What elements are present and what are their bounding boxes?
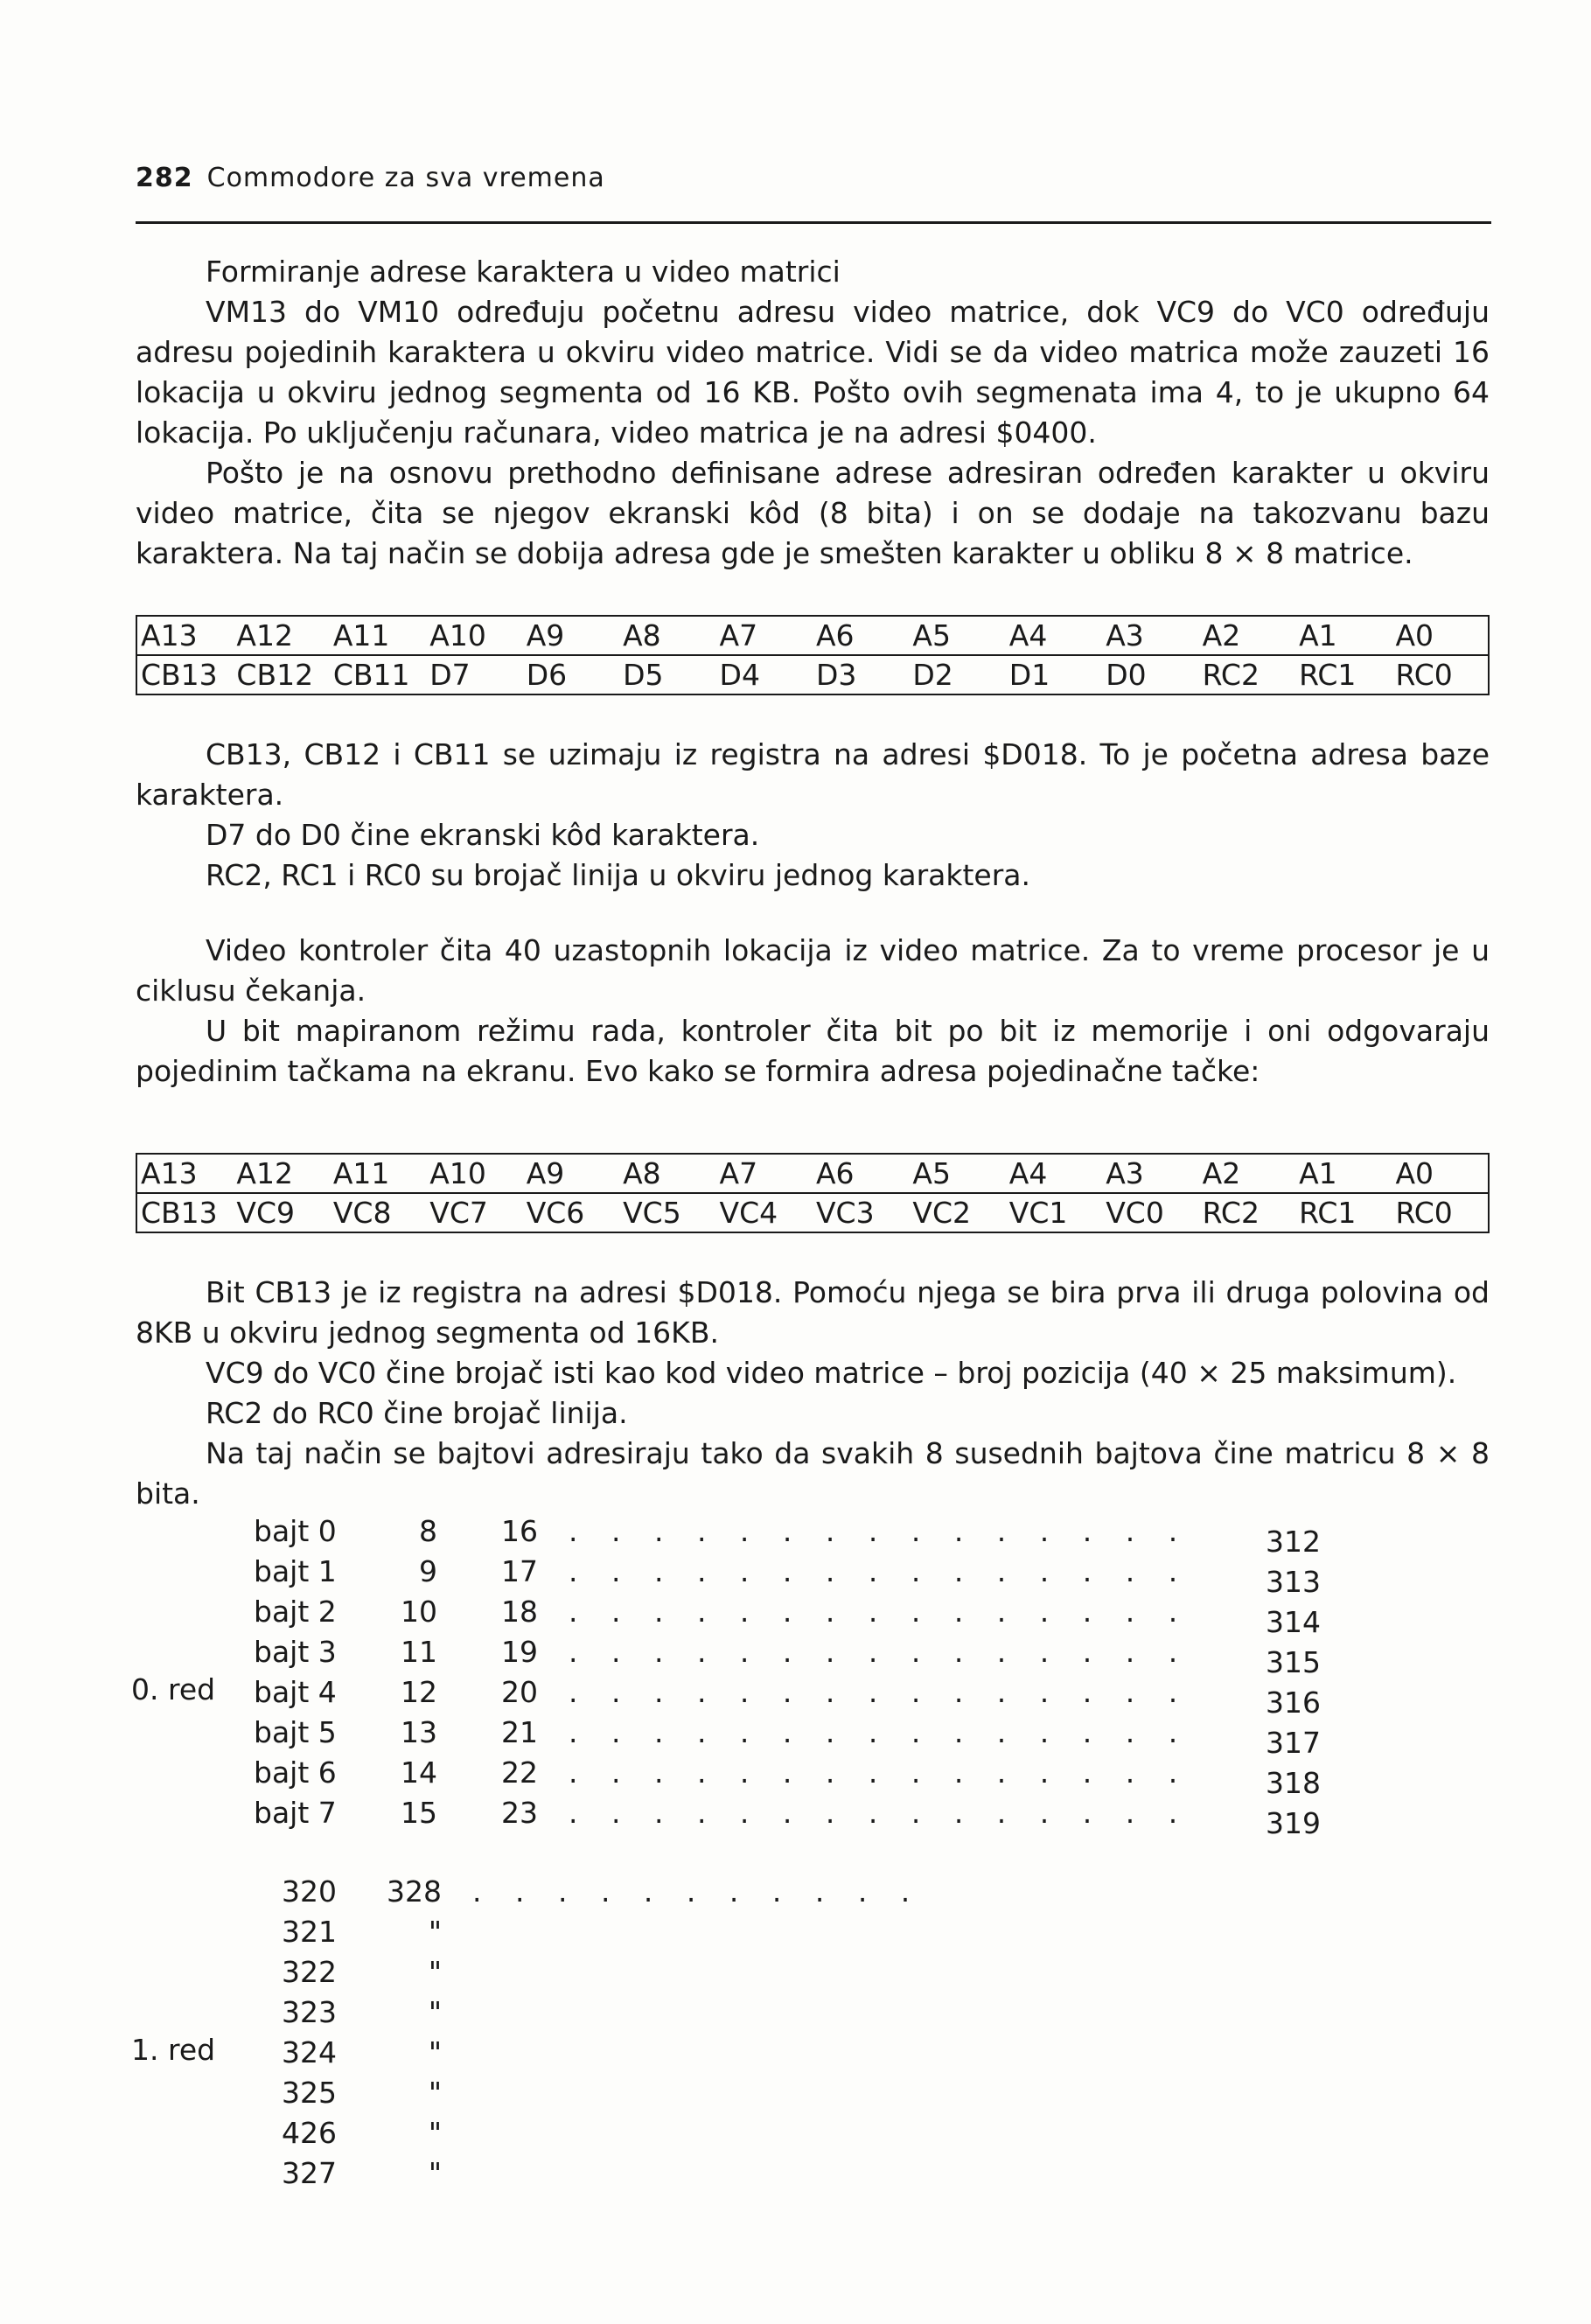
table-cell: VC1 bbox=[1006, 1193, 1102, 1232]
table-cell: A6 bbox=[813, 616, 909, 655]
table-cell: A2 bbox=[1199, 1154, 1295, 1193]
table-cell: VC4 bbox=[716, 1193, 813, 1232]
list-item bbox=[0, 2113, 962, 2153]
table-cell: D2 bbox=[909, 655, 1005, 694]
table-cell: RC2 bbox=[1199, 655, 1295, 694]
paragraph: VC9 do VC0 čine brojač isti kao kod video matrice – broj pozicija (40 × 25 maksimum). bbox=[206, 1356, 1457, 1390]
table-cell: A12 bbox=[233, 616, 329, 655]
byte-index: 8 bbox=[419, 1514, 437, 1548]
byte-index: " bbox=[428, 2116, 442, 2150]
paragraph: RC2, RC1 i RC0 su brojač linija u okviru jednog karaktera. bbox=[206, 858, 1030, 892]
byte-index: 328 bbox=[387, 1874, 442, 1909]
paragraph: Na taj način se bajtovi adresiraju tako da svakih 8 susednih bajtova čine matricu 8 × 8 bita. bbox=[136, 1436, 1490, 1511]
paragraph: U bit mapiranom režimu rada, kontroler čita bit po bit iz memorije i oni odgovaraju pojedinim tačkama na ekranu. Evo kako se formira adresa pojedinačne tačke: bbox=[136, 1014, 1490, 1088]
byte-index: 322 bbox=[282, 1955, 337, 1989]
table-cell: A11 bbox=[330, 616, 426, 655]
list-item bbox=[0, 1632, 1364, 1679]
table-cell: VC5 bbox=[619, 1193, 715, 1232]
table-cell: A9 bbox=[523, 616, 619, 655]
byte-index: 323 bbox=[282, 1995, 337, 2029]
list-item bbox=[0, 2153, 962, 2194]
table-cell: VC2 bbox=[909, 1193, 1005, 1232]
table-cell: RC0 bbox=[1392, 655, 1489, 694]
table-cell: A8 bbox=[619, 616, 715, 655]
byte-index: 319 bbox=[1266, 1806, 1321, 1840]
byte-name: bajt 2 bbox=[254, 1595, 337, 1629]
section-heading: Formiranje adrese karaktera u video matrici bbox=[206, 255, 841, 289]
table-cell: A1 bbox=[1295, 1154, 1392, 1193]
table-cell: RC1 bbox=[1295, 1193, 1392, 1232]
table-cell: A3 bbox=[1102, 616, 1198, 655]
table-cell: A10 bbox=[426, 1154, 522, 1193]
section-bitmap-explanation bbox=[136, 735, 1490, 1092]
byte-name: bajt 3 bbox=[254, 1635, 337, 1669]
table-cell: VC8 bbox=[330, 1193, 426, 1232]
table-cell: A0 bbox=[1392, 616, 1489, 655]
byte-name: bajt 6 bbox=[254, 1755, 337, 1790]
byte-index: 321 bbox=[282, 1915, 337, 1949]
page-number: 282 bbox=[136, 163, 193, 193]
byte-index: " bbox=[428, 1915, 442, 1949]
table-cell: VC9 bbox=[233, 1193, 329, 1232]
table-cell: D1 bbox=[1006, 655, 1102, 694]
table-cell: A4 bbox=[1006, 616, 1102, 655]
section-bitmap-addressing bbox=[136, 1273, 1490, 1514]
row-label: 0. red bbox=[131, 1672, 216, 1706]
byte-index: 18 bbox=[501, 1595, 538, 1629]
byte-index: 324 bbox=[282, 2035, 337, 2069]
byte-index: 22 bbox=[501, 1755, 538, 1790]
table-cell: D7 bbox=[426, 655, 522, 694]
list-item bbox=[0, 1713, 1364, 1760]
ellipsis-dots: . . . . . . . . . . . bbox=[472, 1874, 923, 1909]
table-cell: A4 bbox=[1006, 1154, 1102, 1193]
paragraph: D7 do D0 čine ekranski kôd karaktera. bbox=[206, 818, 760, 852]
table-cell: D6 bbox=[523, 655, 619, 694]
ellipsis-dots: . . . . . . . . . . . . . . . bbox=[569, 1595, 1190, 1629]
table-cell: A6 bbox=[813, 1154, 909, 1193]
byte-index: " bbox=[428, 1955, 442, 1989]
ellipsis-dots: . . . . . . . . . . . . . . . bbox=[569, 1554, 1190, 1588]
address-table-character bbox=[136, 615, 1490, 695]
table-cell: A12 bbox=[233, 1154, 329, 1193]
table-cell: RC2 bbox=[1199, 1193, 1295, 1232]
byte-index: 320 bbox=[282, 1874, 337, 1909]
byte-name: bajt 5 bbox=[254, 1715, 337, 1749]
table-row bbox=[136, 655, 1489, 694]
ellipsis-dots: . . . . . . . . . . . . . . . bbox=[569, 1675, 1190, 1709]
byte-index: 325 bbox=[282, 2076, 337, 2110]
table-cell: VC7 bbox=[426, 1193, 522, 1232]
table-cell: A2 bbox=[1199, 616, 1295, 655]
table-cell: A7 bbox=[716, 1154, 813, 1193]
table-cell: A3 bbox=[1102, 1154, 1198, 1193]
list-item bbox=[0, 1552, 1364, 1599]
byte-index: 17 bbox=[501, 1554, 538, 1588]
table-cell: A5 bbox=[909, 616, 1005, 655]
table-cell: D0 bbox=[1102, 655, 1198, 694]
list-item bbox=[0, 1992, 962, 2033]
byte-index: 318 bbox=[1266, 1766, 1321, 1800]
list-item bbox=[0, 1952, 962, 1992]
table-cell: VC0 bbox=[1102, 1193, 1198, 1232]
ellipsis-dots: . . . . . . . . . . . . . . . bbox=[569, 1755, 1190, 1790]
byte-index: 426 bbox=[282, 2116, 337, 2150]
byte-name: bajt 7 bbox=[254, 1796, 337, 1830]
section-character-address bbox=[136, 252, 1490, 574]
paragraph: VM13 do VM10 određuju početnu adresu video matrice, dok VC9 do VC0 određuju adresu pojedinih karaktera u okviru video matrice. Vidi se da video matrica može zauzeti 16 lokacija u okviru jednog segmenta od 16 KB. Pošto ovih segmenata ima 4, to je ukupno 64 lokacija. Po uključenju računara, video matrica je na adresi $0400. bbox=[136, 295, 1490, 450]
table-cell: D4 bbox=[716, 655, 813, 694]
ellipsis-dots: . . . . . . . . . . . . . . . bbox=[569, 1514, 1190, 1548]
ellipsis-dots: . . . . . . . . . . . . . . . bbox=[569, 1635, 1190, 1669]
table-cell: CB11 bbox=[330, 655, 426, 694]
byte-index: 14 bbox=[401, 1755, 437, 1790]
running-header bbox=[136, 163, 1491, 193]
byte-index: 12 bbox=[401, 1675, 437, 1709]
table-cell: RC1 bbox=[1295, 655, 1392, 694]
list-item bbox=[0, 1592, 1364, 1639]
byte-index: " bbox=[428, 2076, 442, 2110]
row-label: 1. red bbox=[131, 2033, 216, 2067]
byte-index: 316 bbox=[1266, 1685, 1321, 1720]
table-cell: VC3 bbox=[813, 1193, 909, 1232]
table-cell: A7 bbox=[716, 616, 813, 655]
byte-index: 314 bbox=[1266, 1605, 1321, 1639]
table-row bbox=[136, 1193, 1489, 1232]
byte-index: 19 bbox=[501, 1635, 538, 1669]
byte-index: 15 bbox=[401, 1796, 437, 1830]
paragraph: RC2 do RC0 čine brojač linija. bbox=[206, 1396, 628, 1430]
ellipsis-dots: . . . . . . . . . . . . . . . bbox=[569, 1715, 1190, 1749]
table-cell: CB12 bbox=[233, 655, 329, 694]
header-rule bbox=[136, 221, 1491, 224]
byte-index: " bbox=[428, 2156, 442, 2190]
byte-index: " bbox=[428, 2035, 442, 2069]
byte-index: 13 bbox=[401, 1715, 437, 1749]
list-item bbox=[0, 1912, 962, 1952]
table-cell: A13 bbox=[136, 616, 233, 655]
table-cell: RC0 bbox=[1392, 1193, 1489, 1232]
paragraph: Video kontroler čita 40 uzastopnih lokacija iz video matrice. Za to vreme procesor je u ciklusu čekanja. bbox=[136, 933, 1490, 1008]
table-cell: D3 bbox=[813, 655, 909, 694]
table-cell: A1 bbox=[1295, 616, 1392, 655]
address-table-bitmap bbox=[136, 1153, 1490, 1233]
book-title: Commodore za sva vremena bbox=[206, 163, 605, 193]
byte-index: 312 bbox=[1266, 1525, 1321, 1559]
table-cell: A11 bbox=[330, 1154, 426, 1193]
table-cell: A8 bbox=[619, 1154, 715, 1193]
byte-index: 327 bbox=[282, 2156, 337, 2190]
byte-index: 317 bbox=[1266, 1726, 1321, 1760]
paragraph: Pošto je na osnovu prethodno definisane adrese adresiran određen karakter u okviru video matrice, čita se njegov ekranski kôd (8 bita) i on se dodaje na takozvanu bazu karaktera. Na taj način se dobija adresa gde je smešten karakter u obliku 8 × 8 matrice. bbox=[136, 456, 1490, 570]
list-item bbox=[0, 1511, 1364, 1559]
list-item bbox=[0, 1872, 962, 1912]
table-row bbox=[136, 1154, 1489, 1193]
byte-name: bajt 0 bbox=[254, 1514, 337, 1548]
byte-index: 16 bbox=[501, 1514, 538, 1548]
byte-name: bajt 1 bbox=[254, 1554, 337, 1588]
paragraph: Bit CB13 je iz registra na adresi $D018. Pomoću njega se bira prva ili druga polovina od 8KB u okviru jednog segmenta od 16KB. bbox=[136, 1275, 1490, 1350]
byte-index: 10 bbox=[401, 1595, 437, 1629]
byte-index: 315 bbox=[1266, 1645, 1321, 1679]
table-row bbox=[136, 616, 1489, 655]
table-cell: A13 bbox=[136, 1154, 233, 1193]
list-item bbox=[0, 1753, 1364, 1800]
list-item bbox=[0, 2073, 962, 2113]
table-cell: A9 bbox=[523, 1154, 619, 1193]
byte-index: 313 bbox=[1266, 1565, 1321, 1599]
byte-name: bajt 4 bbox=[254, 1675, 337, 1709]
byte-index: 21 bbox=[501, 1715, 538, 1749]
byte-index: 23 bbox=[501, 1796, 538, 1830]
table-cell: CB13 bbox=[136, 1193, 233, 1232]
paragraph: CB13, CB12 i CB11 se uzimaju iz registra na adresi $D018. To je početna adresa baze karaktera. bbox=[136, 737, 1490, 812]
table-cell: A5 bbox=[909, 1154, 1005, 1193]
table-cell: D5 bbox=[619, 655, 715, 694]
byte-index: " bbox=[428, 1995, 442, 2029]
ellipsis-dots: . . . . . . . . . . . . . . . bbox=[569, 1796, 1190, 1830]
byte-index: 20 bbox=[501, 1675, 538, 1709]
table-cell: A10 bbox=[426, 616, 522, 655]
table-cell: VC6 bbox=[523, 1193, 619, 1232]
byte-index: 9 bbox=[419, 1554, 437, 1588]
table-cell: A0 bbox=[1392, 1154, 1489, 1193]
table-cell: CB13 bbox=[136, 655, 233, 694]
byte-index: 11 bbox=[401, 1635, 437, 1669]
list-item bbox=[0, 1793, 1364, 1840]
